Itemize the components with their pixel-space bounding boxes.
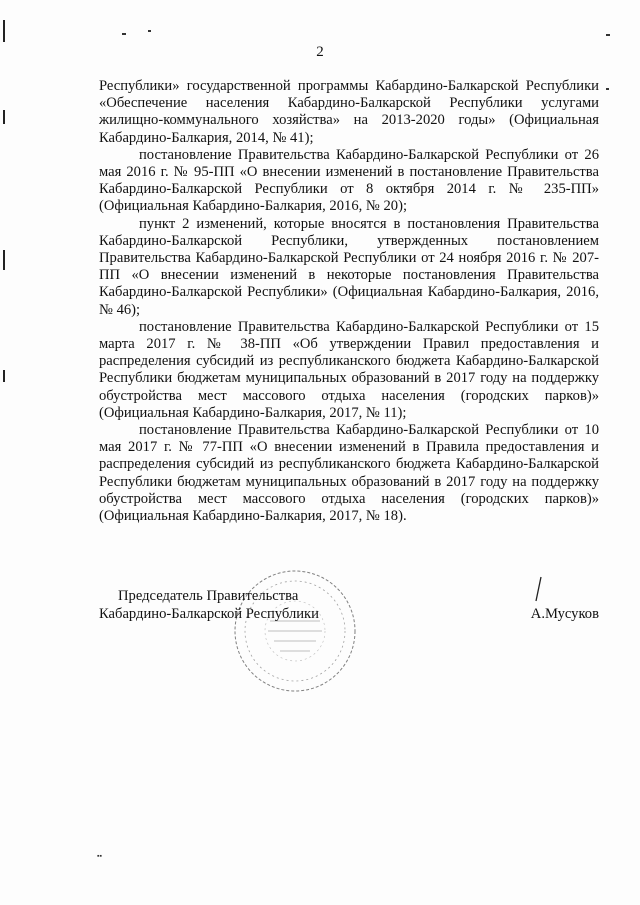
paragraph: постановление Правительства Кабардино-Балкарской Республики от 26 мая 2016 г. № 95-ПП «О внесении изменений в постановление Правительства Кабардино-Балкарской Республики от 8 октября 2014 г. № 235-ПП» (Официальная Кабардино-Балкария, 2016, № 20); [99,146,599,215]
scan-edge-mark [3,370,5,382]
paragraph: Республики» государственной программы Кабардино-Балкарской Республики «Обеспечение населения Кабардино-Балкарской Республики услугами жилищно-коммунального хозяйства» на 2013-2020 годы» (Официальная Кабардино-Балкария, 2014, № 41); [99,78,599,146]
scan-speck [606,34,610,36]
scan-edge-mark [3,20,5,42]
signatory-organization: Кабардино-Балкарской Республики [99,606,319,622]
paragraph: пункт 2 изменений, которые вносятся в постановления Правительства Кабардино-Балкарской Республики, утвержденных постановлением Правительства Кабардино-Балкарской Республики от 24 ноября 2016 г. № 207-ПП «О внесении изменений в некоторые постановления Правительства Кабардино-Балкарской Республики» (Официальная Кабардино-Балкария, 2016, № 46); [99,215,599,318]
paragraph: постановление Правительства Кабардино-Балкарской Республики от 10 мая 2017 г. № 77-ПП «О внесении изменений в Правила предоставления и распределения субсидий из республиканского бюджета Кабардино-Балкарской Республики бюджетам муниципальных образований в 2017 году на поддержку обустройства мест массового отдыха населения (городских парков)» (Официальная Кабардино-Балкария, 2017, № 18). [99,422,599,525]
scan-speck [148,30,151,32]
signatory-title: Председатель Правительства [118,588,299,604]
signatory-name: А.Мусуков [530,606,599,622]
signature-block [99,588,599,638]
scan-edge-mark [3,110,5,124]
scan-speck [122,33,126,35]
page-number: 2 [316,44,324,60]
scan-footer-mark: ▪▪ [97,853,102,860]
scan-edge-mark [3,250,5,270]
scan-speck [606,88,609,90]
document-body [99,78,599,525]
paragraph: постановление Правительства Кабардино-Балкарской Республики от 15 марта 2017 г. № 38-ПП «Об утверждении Правил предоставления и распределения субсидий из республиканского бюджета Кабардино-Балкарской Республики бюджетам муниципальных образований в 2017 году на поддержку обустройства мест массового отдыха населения (городских парков)» (Официальная Кабардино-Балкария, 2017, № 11); [99,318,599,421]
